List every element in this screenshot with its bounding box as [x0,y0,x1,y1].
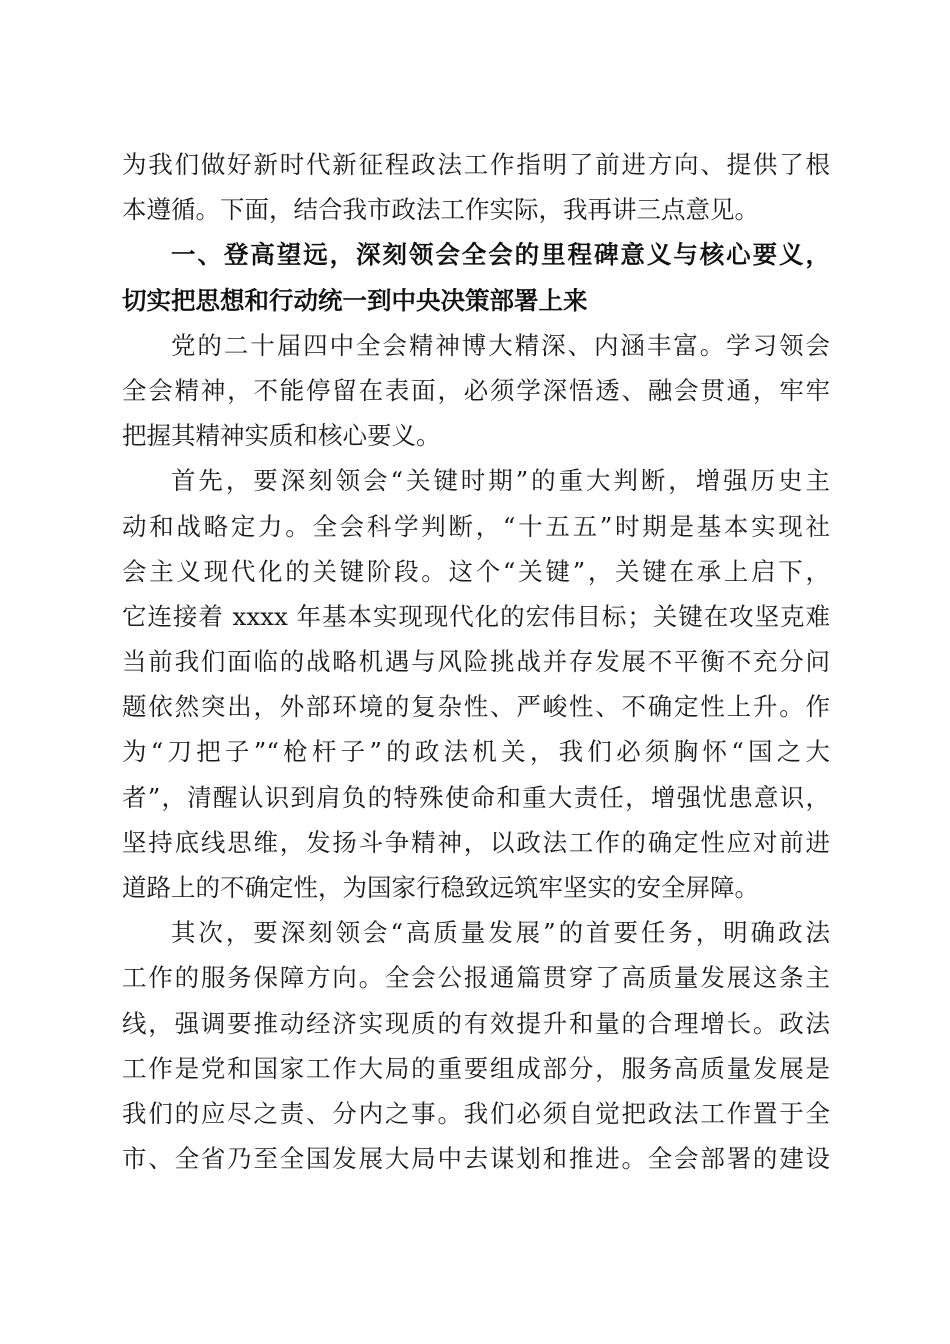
paragraph-2-line-2: 动和战略定力。全会科学判断，“十五五”时期是基本实现社 [122,511,830,541]
paragraph-2-line-7: 为“刀把子”“枪杆子”的政法机关，我们必须胸怀“国之大 [122,737,830,767]
paragraph-2-line-9: 坚持底线思维，发扬斗争精神，以政法工作的确定性应对前进 [122,827,830,857]
paragraph-3-line-2: 工作的服务保障方向。全会公报通篇贯穿了高质量发展这条主 [122,963,830,993]
paragraph-3-line-1: 其次，要深刻领会“高质量发展”的首要任务，明确政法 [171,918,830,948]
section-heading-line-1: 一、登高望远，深刻领会全会的里程碑意义与核心要义， [171,240,830,270]
paragraph-1-line-1: 党的二十届四中全会精神博大精深、内涵丰富。学习领会 [171,330,830,360]
paragraph-2-line-6: 题依然突出，外部环境的复杂性、严峻性、不确定性上升。作 [122,692,830,722]
paragraph-2-line-3: 会主义现代化的关键阶段。这个“关键”，关键在承上启下， [122,556,830,586]
section-heading-line-2: 切实把思想和行动统一到中央决策部署上来 [122,285,588,315]
paragraph-3-line-3: 线，强调要推动经济实现质的有效提升和量的合理增长。政法 [122,1008,830,1038]
paragraph-2-line-5: 当前我们面临的战略机遇与风险挑战并存发展不平衡不充分问 [122,647,830,677]
paragraph-2-line-4: 它连接着 xxxx 年基本实现现代化的宏伟目标；关键在攻坚克难 [122,601,830,631]
paragraph-1-line-2: 全会精神，不能停留在表面，必须学深悟透、融会贯通，牢牢 [122,375,830,405]
paragraph-3-line-4: 工作是党和国家工作大局的重要组成部分，服务高质量发展是 [122,1053,830,1083]
paragraph-2-line-1: 首先，要深刻领会“关键时期”的重大判断，增强历史主 [171,466,830,496]
paragraph-2-line-8: 者”，清醒认识到肩负的特殊使命和重大责任，增强忧患意识， [122,782,830,812]
paragraph-3-line-5: 我们的应尽之责、分内之事。我们必须自觉把政法工作置于全 [122,1098,830,1128]
body-line-1: 为我们做好新时代新征程政法工作指明了前进方向、提供了根 [122,150,830,179]
body-line-2: 本遵循。下面，结合我市政法工作实际，我再讲三点意见。 [122,195,759,225]
paragraph-2-line-10: 道路上的不确定性，为国家行稳致远筑牢坚实的安全屏障。 [122,873,759,902]
paragraph-3-line-6: 市、全省乃至全国发展大局中去谋划和推进。全会部署的建设 [122,1144,830,1174]
paragraph-1-line-3: 把握其精神实质和核心要义。 [122,421,441,451]
document-body [122,142,830,1181]
